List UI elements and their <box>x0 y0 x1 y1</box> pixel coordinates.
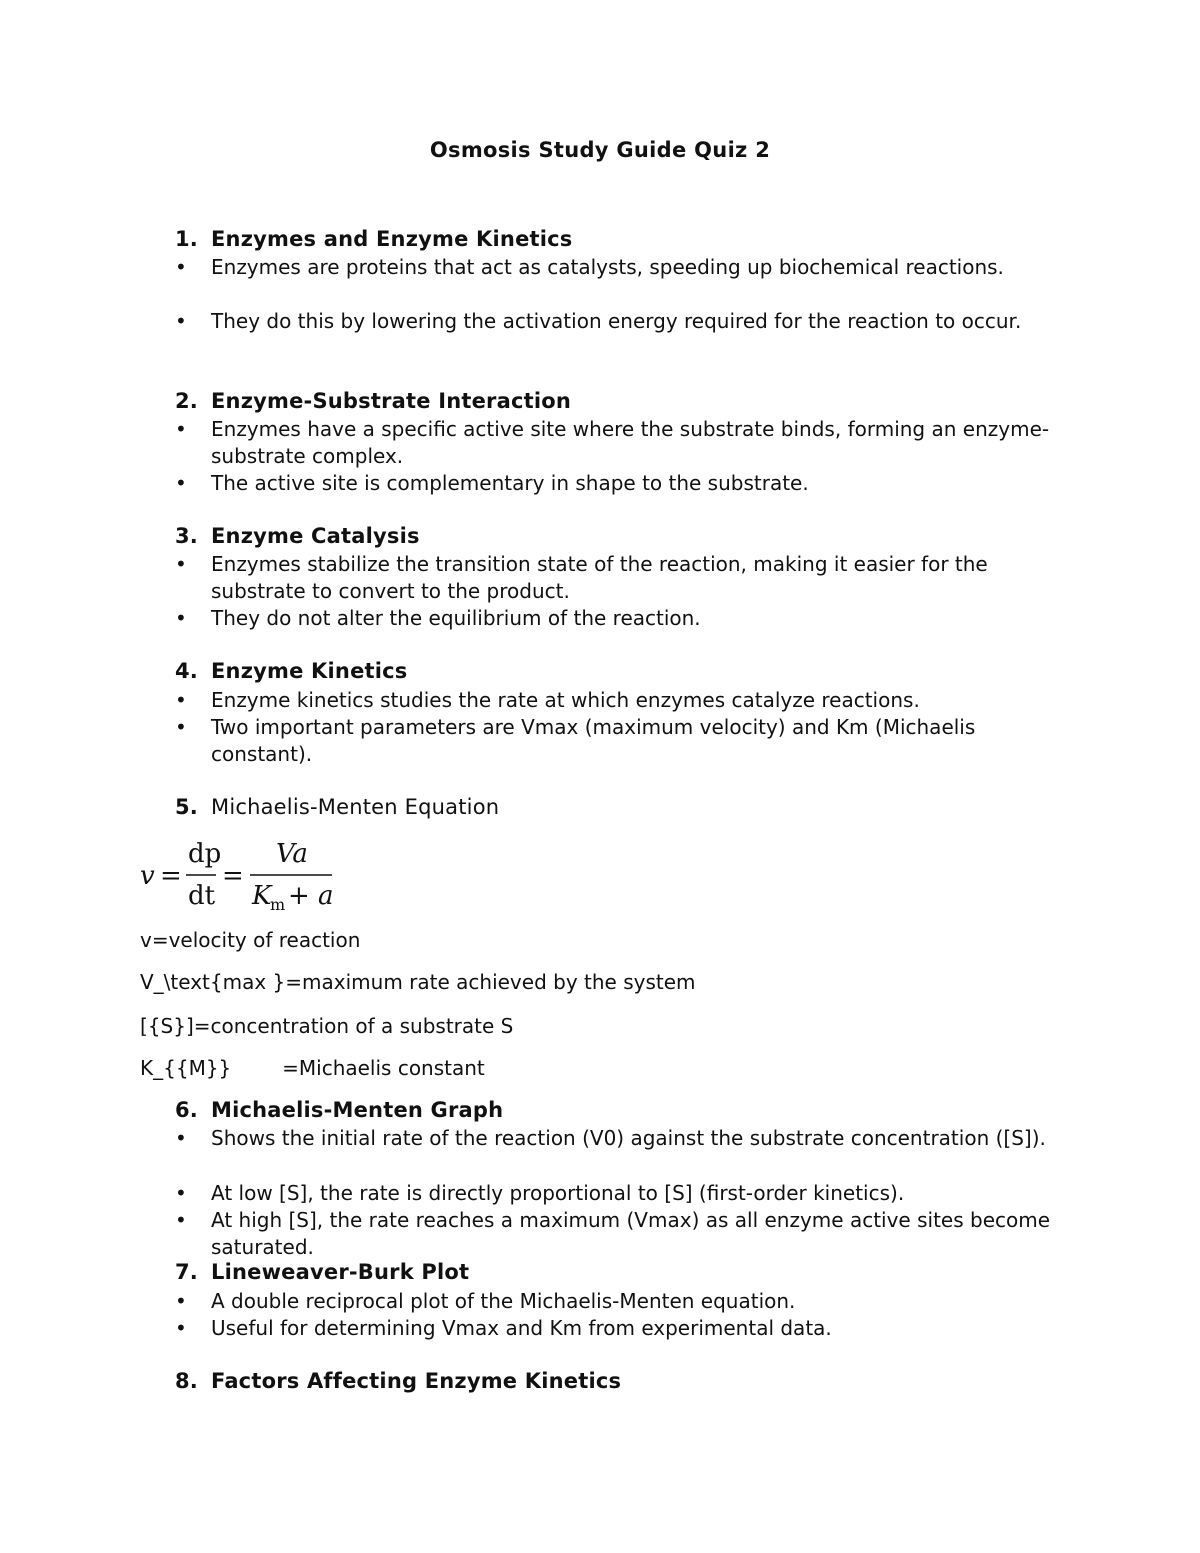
section-heading-3: 3. Enzyme Catalysis <box>175 524 420 548</box>
definition-line: [{S}]=concentration of a substrate S <box>140 1014 514 1038</box>
formula-frac2-den-k: K <box>252 881 272 911</box>
section-heading-2: 2. Enzyme-Substrate Interaction <box>175 389 572 413</box>
document-title: Osmosis Study Guide Quiz 2 <box>429 138 771 162</box>
section-heading-7: 7. Lineweaver-Burk Plot <box>175 1260 470 1284</box>
bullet-item: • A double reciprocal plot of the Michaelis-Menten equation. <box>175 1289 796 1313</box>
bullet-item: • They do this by lowering the activation energy required for the reaction to occur. <box>175 309 1022 333</box>
bullet-item: • Enzymes stabilize the transition state of the reaction, making it easier for the substrate to convert to the product. <box>175 552 988 603</box>
definition-line: v=velocity of reaction <box>140 928 361 952</box>
bullet-item: • Useful for determining Vmax and Km from experimental data. <box>175 1316 832 1340</box>
bullet-item: • Enzymes are proteins that act as catalysts, speeding up biochemical reactions. <box>175 255 1004 279</box>
section-heading-8: 8. Factors Affecting Enzyme Kinetics <box>175 1369 622 1393</box>
bullet-item: • Enzymes have a specific active site where the substrate binds, forming an enzyme-substrate complex. <box>175 417 1050 468</box>
bullet-item: • Two important parameters are Vmax (maximum velocity) and Km (Michaelis constant). <box>175 715 976 766</box>
bullet-item: • They do not alter the equilibrium of the reaction. <box>175 606 701 630</box>
formula-frac1-den: dt <box>188 881 216 911</box>
formula-lhs: v <box>140 861 155 891</box>
formula-frac2-den-rest: + a <box>288 881 334 911</box>
bullet-item: • Enzyme kinetics studies the rate at which enzymes catalyze reactions. <box>175 688 920 712</box>
bullet-item: • At high [S], the rate reaches a maximum (Vmax) as all enzyme active sites become saturated. <box>175 1208 1051 1259</box>
section-heading-5: 5. Michaelis-Menten Equation <box>175 795 500 819</box>
definition-line: K_{{M}} =Michaelis constant <box>140 1056 485 1080</box>
bullet-item: • The active site is complementary in shape to the substrate. <box>175 471 809 495</box>
formula-frac2-den-sub: m <box>270 895 286 914</box>
definition-line: V_\text{max }=maximum rate achieved by the system <box>140 970 696 994</box>
section-heading-4: 4. Enzyme Kinetics <box>175 659 408 683</box>
section-heading-1: 1. Enzymes and Enzyme Kinetics <box>175 227 573 251</box>
formula-equals-2: = <box>222 861 244 891</box>
formula-equals: = <box>160 861 182 891</box>
formula-frac2-num: Va <box>276 839 308 869</box>
formula-frac1-num: dp <box>188 839 222 869</box>
bullet-item: • At low [S], the rate is directly proportional to [S] (first-order kinetics). <box>175 1181 905 1205</box>
bullet-item: • Shows the initial rate of the reaction (V0) against the substrate concentration ([S]). <box>175 1126 1046 1150</box>
section-heading-6: 6. Michaelis-Menten Graph <box>175 1098 504 1122</box>
michaelis-menten-formula <box>138 836 358 916</box>
